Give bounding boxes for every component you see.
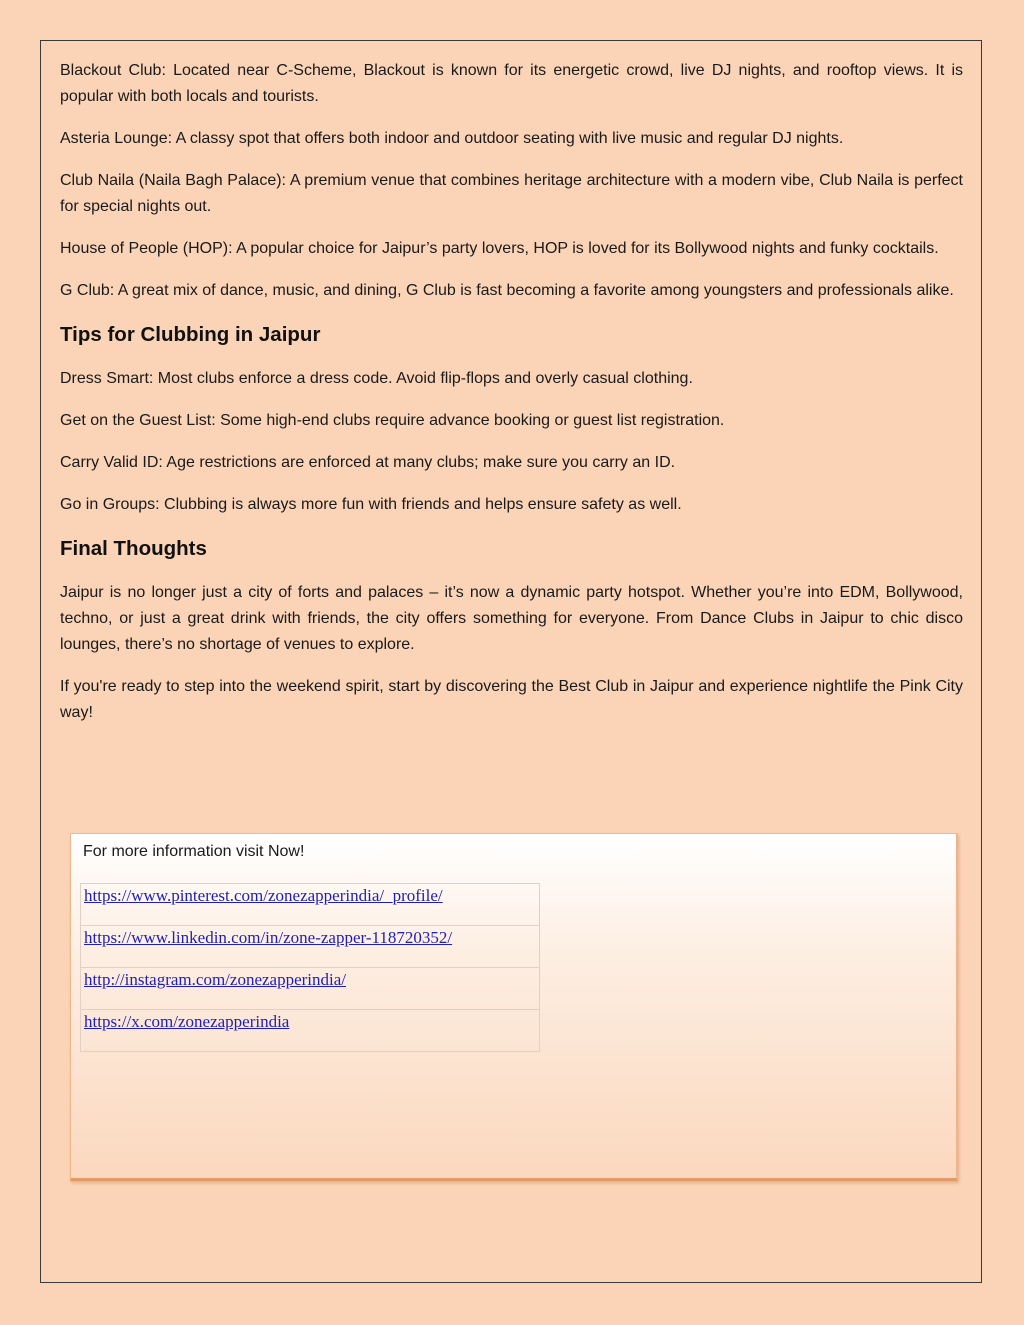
links-table	[80, 883, 540, 1052]
table-cell	[81, 884, 540, 926]
linkedin-link[interactable]: https://www.linkedin.com/in/zone-zapper-118720352/	[84, 928, 453, 947]
article-body	[60, 58, 963, 742]
club-blackout-paragraph: Blackout Club: Located near C-Scheme, Blackout is known for its energetic crowd, live DJ nights, and rooftop views. It is popular with both locals and tourists.	[60, 62, 963, 105]
tips-heading: Tips for Clubbing in Jaipur	[60, 323, 321, 346]
final-paragraph-2: If you're ready to step into the weekend spirit, start by discovering the Best Club in Jaipur and experience nightlife the Pink City way!	[60, 678, 963, 721]
tip-dress-smart: Dress Smart: Most clubs enforce a dress code. Avoid flip-flops and overly casual clothing.	[60, 370, 693, 387]
table-cell	[81, 1010, 540, 1052]
pinterest-link[interactable]: https://www.pinterest.com/zonezapperindia/_profile/	[84, 886, 443, 905]
final-paragraph-1: Jaipur is no longer just a city of forts and palaces – it’s now a dynamic party hotspot. Whether you’re into EDM, Bollywood, techno, or just a great drink with friends, the city offers something for everyone. From Dance Clubs in Jaipur to chic disco lounges, there’s no shortage of venues to explore.	[60, 584, 963, 653]
tip-guest-list: Get on the Guest List: Some high-end clubs require advance booking or guest list registration.	[60, 412, 725, 429]
tip-valid-id: Carry Valid ID: Age restrictions are enforced at many clubs; make sure you carry an ID.	[60, 454, 676, 471]
table-cell	[81, 926, 540, 968]
instagram-link[interactable]: http://instagram.com/zonezapperindia/	[84, 970, 346, 989]
table-row	[81, 968, 540, 1010]
table-cell	[81, 968, 540, 1010]
tip-groups: Go in Groups: Clubbing is always more fun with friends and helps ensure safety as well.	[60, 496, 682, 513]
more-info-title: For more information visit Now!	[83, 843, 305, 860]
club-g-paragraph: G Club: A great mix of dance, music, and dining, G Club is fast becoming a favorite among youngsters and professionals alike.	[60, 282, 954, 299]
table-row	[81, 926, 540, 968]
club-naila-paragraph: Club Naila (Naila Bagh Palace): A premium venue that combines heritage architecture with a modern vibe, Club Naila is perfect for special nights out.	[60, 172, 963, 215]
club-asteria-paragraph: Asteria Lounge: A classy spot that offers both indoor and outdoor seating with live music and regular DJ nights.	[60, 130, 844, 147]
club-hop-paragraph: House of People (HOP): A popular choice for Jaipur’s party lovers, HOP is loved for its Bollywood nights and funky cocktails.	[60, 240, 939, 257]
x-link[interactable]: https://x.com/zonezapperindia	[84, 1012, 290, 1031]
table-row	[81, 1010, 540, 1052]
table-row	[81, 884, 540, 926]
more-info-box	[70, 833, 958, 1181]
final-thoughts-heading: Final Thoughts	[60, 537, 207, 560]
